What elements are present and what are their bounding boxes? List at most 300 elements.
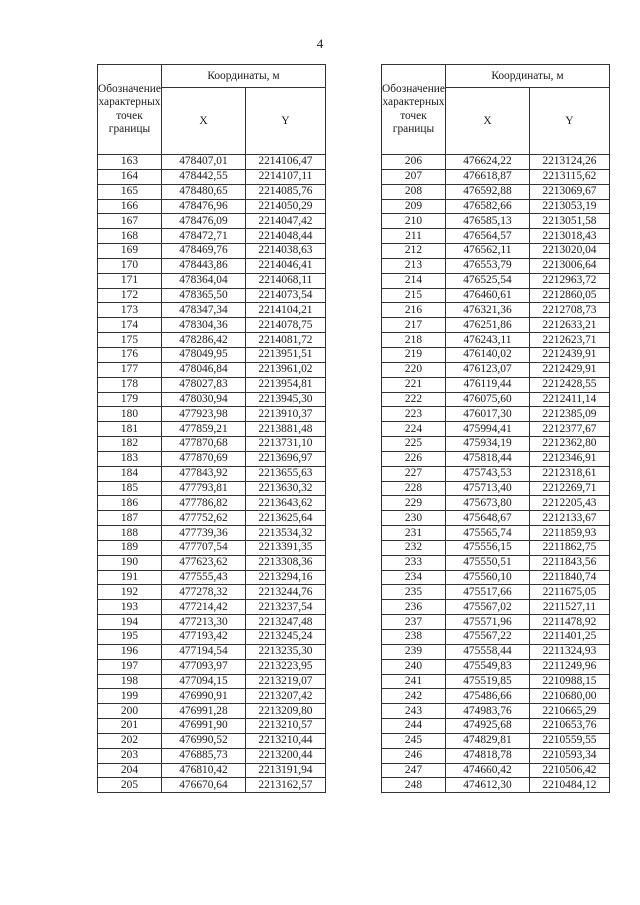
point-id-cell: 238 (382, 630, 446, 645)
x-coordinate-cell: 474612,30 (445, 778, 529, 793)
point-id-cell: 177 (98, 362, 162, 377)
x-coordinate-cell: 477870,68 (161, 437, 245, 452)
x-coordinate-cell: 476562,11 (445, 244, 529, 259)
point-id-cell: 235 (382, 585, 446, 600)
y-coordinate-cell: 2213391,35 (245, 540, 325, 555)
table-row (98, 659, 326, 674)
y-coordinate-cell: 2213124,26 (529, 155, 609, 170)
table-row (382, 273, 610, 288)
table-row (382, 600, 610, 615)
coordinates-table-left (97, 64, 326, 793)
table-row (382, 347, 610, 362)
table-row (382, 169, 610, 184)
y-coordinate-cell: 2214048,44 (245, 229, 325, 244)
point-id-cell: 234 (382, 570, 446, 585)
x-coordinate-cell: 477707,54 (161, 540, 245, 555)
table-row (382, 199, 610, 214)
y-coordinate-cell: 2213294,16 (245, 570, 325, 585)
table-row (382, 733, 610, 748)
y-coordinate-cell: 2211843,56 (529, 555, 609, 570)
x-coordinate-cell: 477194,54 (161, 644, 245, 659)
point-id-cell: 181 (98, 422, 162, 437)
table-row (382, 451, 610, 466)
y-coordinate-cell: 2213881,48 (245, 422, 325, 437)
x-coordinate-cell: 478476,96 (161, 199, 245, 214)
point-id-cell: 241 (382, 674, 446, 689)
x-coordinate-cell: 478443,86 (161, 258, 245, 273)
x-header: X (445, 88, 529, 155)
coordinates-header: Координаты, м (445, 65, 609, 88)
y-coordinate-cell: 2213115,62 (529, 169, 609, 184)
table-row (382, 184, 610, 199)
x-coordinate-cell: 477870,69 (161, 451, 245, 466)
y-coordinate-cell: 2213209,80 (245, 704, 325, 719)
point-id-cell: 180 (98, 407, 162, 422)
x-coordinate-cell: 476553,79 (445, 258, 529, 273)
table-row (382, 689, 610, 704)
table-row (98, 184, 326, 199)
point-id-cell: 247 (382, 763, 446, 778)
x-coordinate-cell: 477623,62 (161, 555, 245, 570)
y-coordinate-cell: 2211401,25 (529, 630, 609, 645)
table-row (382, 555, 610, 570)
x-coordinate-cell: 477843,92 (161, 466, 245, 481)
point-id-cell: 183 (98, 451, 162, 466)
table-row (382, 615, 610, 630)
table-row (98, 169, 326, 184)
x-coordinate-cell: 477786,82 (161, 496, 245, 511)
y-coordinate-cell: 2214107,11 (245, 169, 325, 184)
x-coordinate-cell: 477278,32 (161, 585, 245, 600)
x-coordinate-cell: 476624,22 (445, 155, 529, 170)
point-id-cell: 201 (98, 719, 162, 734)
table-row (98, 481, 326, 496)
y-coordinate-cell: 2213223,95 (245, 659, 325, 674)
point-id-cell: 164 (98, 169, 162, 184)
point-id-cell: 226 (382, 451, 446, 466)
point-id-cell: 170 (98, 258, 162, 273)
point-id-cell: 228 (382, 481, 446, 496)
table-row (382, 229, 610, 244)
y-header: Y (529, 88, 609, 155)
point-id-cell: 222 (382, 392, 446, 407)
y-coordinate-cell: 2213696,97 (245, 451, 325, 466)
y-coordinate-cell: 2213053,19 (529, 199, 609, 214)
x-coordinate-cell: 477093,97 (161, 659, 245, 674)
table-row (98, 555, 326, 570)
y-coordinate-cell: 2212428,55 (529, 377, 609, 392)
y-coordinate-cell: 2213237,54 (245, 600, 325, 615)
x-coordinate-cell: 475565,74 (445, 526, 529, 541)
table-row (98, 318, 326, 333)
point-id-cell: 189 (98, 540, 162, 555)
y-coordinate-cell: 2213200,44 (245, 748, 325, 763)
coordinates-header: Координаты, м (161, 65, 325, 88)
x-coordinate-cell: 477555,43 (161, 570, 245, 585)
point-id-cell: 248 (382, 778, 446, 793)
table-row (382, 511, 610, 526)
x-coordinate-cell: 476991,90 (161, 719, 245, 734)
x-coordinate-cell: 474983,76 (445, 704, 529, 719)
point-id-cell: 220 (382, 362, 446, 377)
x-coordinate-cell: 478442,55 (161, 169, 245, 184)
table-row (98, 392, 326, 407)
x-coordinate-cell: 476592,88 (445, 184, 529, 199)
point-id-cell: 240 (382, 659, 446, 674)
table-row (98, 155, 326, 170)
y-coordinate-cell: 2213954,81 (245, 377, 325, 392)
table-row (382, 407, 610, 422)
table-row (98, 214, 326, 229)
y-coordinate-cell: 2211324,93 (529, 644, 609, 659)
x-coordinate-cell: 477094,15 (161, 674, 245, 689)
x-coordinate-cell: 477859,21 (161, 422, 245, 437)
x-coordinate-cell: 475571,96 (445, 615, 529, 630)
x-coordinate-cell: 475517,66 (445, 585, 529, 600)
point-id-cell: 208 (382, 184, 446, 199)
x-coordinate-cell: 475934,19 (445, 437, 529, 452)
point-id-cell: 239 (382, 644, 446, 659)
table-row (382, 437, 610, 452)
y-coordinate-cell: 2213162,57 (245, 778, 325, 793)
table-row (98, 422, 326, 437)
x-coordinate-cell: 478480,65 (161, 184, 245, 199)
table-row (382, 362, 610, 377)
y-coordinate-cell: 2212318,61 (529, 466, 609, 481)
x-coordinate-cell: 476243,11 (445, 333, 529, 348)
point-id-cell: 179 (98, 392, 162, 407)
x-coordinate-cell: 476990,91 (161, 689, 245, 704)
table-row (98, 273, 326, 288)
x-coordinate-cell: 474925,68 (445, 719, 529, 734)
point-id-cell: 186 (98, 496, 162, 511)
table-row (98, 689, 326, 704)
point-id-cell: 205 (98, 778, 162, 793)
table-row (382, 719, 610, 734)
x-coordinate-cell: 478365,50 (161, 288, 245, 303)
y-coordinate-cell: 2213247,48 (245, 615, 325, 630)
table-row (382, 659, 610, 674)
point-id-cell: 168 (98, 229, 162, 244)
y-coordinate-cell: 2214068,11 (245, 273, 325, 288)
table-row (98, 288, 326, 303)
y-coordinate-cell: 2213018,43 (529, 229, 609, 244)
x-coordinate-cell: 476251,86 (445, 318, 529, 333)
x-coordinate-cell: 477214,42 (161, 600, 245, 615)
point-id-cell: 244 (382, 719, 446, 734)
x-coordinate-cell: 477793,81 (161, 481, 245, 496)
table-row (382, 644, 610, 659)
point-id-cell: 173 (98, 303, 162, 318)
point-id-cell: 197 (98, 659, 162, 674)
y-coordinate-cell: 2214050,29 (245, 199, 325, 214)
table-row (382, 377, 610, 392)
point-id-cell: 231 (382, 526, 446, 541)
table-row (382, 318, 610, 333)
table-row (98, 466, 326, 481)
point-id-cell: 172 (98, 288, 162, 303)
point-id-cell: 214 (382, 273, 446, 288)
y-coordinate-cell: 2213625,64 (245, 511, 325, 526)
table-row (382, 244, 610, 259)
x-coordinate-cell: 476140,02 (445, 347, 529, 362)
x-coordinate-cell: 476119,44 (445, 377, 529, 392)
table-row (98, 377, 326, 392)
point-id-cell: 202 (98, 733, 162, 748)
y-coordinate-cell: 2211249,96 (529, 659, 609, 674)
point-id-cell: 185 (98, 481, 162, 496)
point-id-cell: 218 (382, 333, 446, 348)
y-coordinate-cell: 2213245,24 (245, 630, 325, 645)
x-coordinate-cell: 475558,44 (445, 644, 529, 659)
point-id-cell: 219 (382, 347, 446, 362)
table-row (382, 422, 610, 437)
x-coordinate-cell: 476670,64 (161, 778, 245, 793)
point-id-cell: 209 (382, 199, 446, 214)
table-row (98, 748, 326, 763)
y-coordinate-cell: 2213961,02 (245, 362, 325, 377)
table-row (382, 258, 610, 273)
y-coordinate-cell: 2213910,37 (245, 407, 325, 422)
x-coordinate-cell: 478304,36 (161, 318, 245, 333)
y-coordinate-cell: 2212860,05 (529, 288, 609, 303)
y-coordinate-cell: 2214078,75 (245, 318, 325, 333)
table-row (98, 362, 326, 377)
x-coordinate-cell: 476564,57 (445, 229, 529, 244)
x-coordinate-cell: 474660,42 (445, 763, 529, 778)
x-coordinate-cell: 475567,22 (445, 630, 529, 645)
point-id-cell: 169 (98, 244, 162, 259)
x-coordinate-cell: 475818,44 (445, 451, 529, 466)
table-row (382, 763, 610, 778)
y-coordinate-cell: 2211675,05 (529, 585, 609, 600)
x-coordinate-cell: 478469,76 (161, 244, 245, 259)
table-body-left (98, 155, 326, 793)
y-coordinate-cell: 2213951,51 (245, 347, 325, 362)
table-row (98, 570, 326, 585)
x-coordinate-cell: 476525,54 (445, 273, 529, 288)
x-coordinate-cell: 478030,94 (161, 392, 245, 407)
y-coordinate-cell: 2213191,94 (245, 763, 325, 778)
table-row (382, 540, 610, 555)
table-row (382, 288, 610, 303)
y-coordinate-cell: 2213006,64 (529, 258, 609, 273)
point-id-cell: 221 (382, 377, 446, 392)
y-coordinate-cell: 2210653,76 (529, 719, 609, 734)
table-row (382, 466, 610, 481)
table-row (382, 333, 610, 348)
x-coordinate-cell: 475994,41 (445, 422, 529, 437)
y-coordinate-cell: 2214081,72 (245, 333, 325, 348)
y-coordinate-cell: 2212411,14 (529, 392, 609, 407)
y-coordinate-cell: 2213945,30 (245, 392, 325, 407)
y-coordinate-cell: 2212362,80 (529, 437, 609, 452)
point-id-cell: 243 (382, 704, 446, 719)
point-id-cell: 192 (98, 585, 162, 600)
table-row (98, 674, 326, 689)
x-coordinate-cell: 478472,71 (161, 229, 245, 244)
point-designation-header: Обозначение характерных точек границы (382, 65, 446, 155)
table-row (98, 451, 326, 466)
y-coordinate-cell: 2213235,30 (245, 644, 325, 659)
y-coordinate-cell: 2211840,74 (529, 570, 609, 585)
y-coordinate-cell: 2213069,67 (529, 184, 609, 199)
table-row (98, 511, 326, 526)
table-row (98, 407, 326, 422)
x-coordinate-cell: 476582,66 (445, 199, 529, 214)
x-coordinate-cell: 478407,01 (161, 155, 245, 170)
x-coordinate-cell: 474829,81 (445, 733, 529, 748)
x-coordinate-cell: 477739,36 (161, 526, 245, 541)
y-coordinate-cell: 2214085,76 (245, 184, 325, 199)
point-id-cell: 207 (382, 169, 446, 184)
point-id-cell: 237 (382, 615, 446, 630)
x-coordinate-cell: 475549,83 (445, 659, 529, 674)
y-coordinate-cell: 2210988,15 (529, 674, 609, 689)
point-id-cell: 232 (382, 540, 446, 555)
point-id-cell: 215 (382, 288, 446, 303)
x-coordinate-cell: 475743,53 (445, 466, 529, 481)
table-row (382, 155, 610, 170)
x-coordinate-cell: 476810,42 (161, 763, 245, 778)
point-id-cell: 236 (382, 600, 446, 615)
y-coordinate-cell: 2212429,91 (529, 362, 609, 377)
y-coordinate-cell: 2211527,11 (529, 600, 609, 615)
table-row (98, 258, 326, 273)
y-coordinate-cell: 2213207,42 (245, 689, 325, 704)
point-id-cell: 178 (98, 377, 162, 392)
table-row (98, 347, 326, 362)
y-coordinate-cell: 2213630,32 (245, 481, 325, 496)
table-row (382, 748, 610, 763)
table-row (382, 674, 610, 689)
table-row (382, 630, 610, 645)
x-coordinate-cell: 478286,42 (161, 333, 245, 348)
table-row (98, 644, 326, 659)
table-row (98, 704, 326, 719)
table-row (382, 481, 610, 496)
point-designation-header: Обозначение характерных точек границы (98, 65, 162, 155)
x-coordinate-cell: 478027,83 (161, 377, 245, 392)
point-id-cell: 167 (98, 214, 162, 229)
y-coordinate-cell: 2213534,32 (245, 526, 325, 541)
y-coordinate-cell: 2212708,73 (529, 303, 609, 318)
y-coordinate-cell: 2210559,55 (529, 733, 609, 748)
point-id-cell: 194 (98, 615, 162, 630)
x-coordinate-cell: 475713,40 (445, 481, 529, 496)
x-coordinate-cell: 475550,51 (445, 555, 529, 570)
point-id-cell: 187 (98, 511, 162, 526)
x-coordinate-cell: 476618,87 (445, 169, 529, 184)
y-coordinate-cell: 2214047,42 (245, 214, 325, 229)
point-id-cell: 229 (382, 496, 446, 511)
table-row (98, 333, 326, 348)
y-coordinate-cell: 2213210,57 (245, 719, 325, 734)
point-id-cell: 216 (382, 303, 446, 318)
y-coordinate-cell: 2213643,62 (245, 496, 325, 511)
table-row (98, 778, 326, 793)
table-row (382, 303, 610, 318)
y-header: Y (245, 88, 325, 155)
y-coordinate-cell: 2210484,12 (529, 778, 609, 793)
table-row (382, 704, 610, 719)
point-id-cell: 242 (382, 689, 446, 704)
x-coordinate-cell: 475556,15 (445, 540, 529, 555)
point-id-cell: 166 (98, 199, 162, 214)
table-row (98, 733, 326, 748)
y-coordinate-cell: 2213020,04 (529, 244, 609, 259)
x-coordinate-cell: 477923,98 (161, 407, 245, 422)
point-id-cell: 195 (98, 630, 162, 645)
table-row (382, 214, 610, 229)
point-id-cell: 174 (98, 318, 162, 333)
y-coordinate-cell: 2213219,07 (245, 674, 325, 689)
point-id-cell: 191 (98, 570, 162, 585)
x-coordinate-cell: 475486,66 (445, 689, 529, 704)
table-row (98, 229, 326, 244)
y-coordinate-cell: 2213244,76 (245, 585, 325, 600)
x-coordinate-cell: 474818,78 (445, 748, 529, 763)
y-coordinate-cell: 2211862,75 (529, 540, 609, 555)
point-id-cell: 190 (98, 555, 162, 570)
point-id-cell: 224 (382, 422, 446, 437)
point-id-cell: 196 (98, 644, 162, 659)
point-id-cell: 227 (382, 466, 446, 481)
table-row (98, 585, 326, 600)
point-id-cell: 230 (382, 511, 446, 526)
y-coordinate-cell: 2214038,63 (245, 244, 325, 259)
x-coordinate-cell: 478364,04 (161, 273, 245, 288)
x-coordinate-cell: 477752,62 (161, 511, 245, 526)
table-row (98, 303, 326, 318)
table-row (382, 778, 610, 793)
table-row (98, 496, 326, 511)
x-coordinate-cell: 475673,80 (445, 496, 529, 511)
x-coordinate-cell: 478476,09 (161, 214, 245, 229)
y-coordinate-cell: 2212133,67 (529, 511, 609, 526)
x-coordinate-cell: 476075,60 (445, 392, 529, 407)
point-id-cell: 203 (98, 748, 162, 763)
point-id-cell: 176 (98, 347, 162, 362)
point-id-cell: 193 (98, 600, 162, 615)
table-row (98, 540, 326, 555)
page-number: 4 (316, 36, 324, 51)
point-id-cell: 175 (98, 333, 162, 348)
x-coordinate-cell: 475560,10 (445, 570, 529, 585)
point-id-cell: 199 (98, 689, 162, 704)
y-coordinate-cell: 2210680,00 (529, 689, 609, 704)
table-body-right (382, 155, 610, 793)
x-coordinate-cell: 476321,36 (445, 303, 529, 318)
y-coordinate-cell: 2212439,91 (529, 347, 609, 362)
point-id-cell: 212 (382, 244, 446, 259)
point-id-cell: 245 (382, 733, 446, 748)
y-coordinate-cell: 2214073,54 (245, 288, 325, 303)
x-coordinate-cell: 475648,67 (445, 511, 529, 526)
point-id-cell: 188 (98, 526, 162, 541)
x-coordinate-cell: 477213,30 (161, 615, 245, 630)
y-coordinate-cell: 2213655,63 (245, 466, 325, 481)
y-coordinate-cell: 2214046,41 (245, 258, 325, 273)
y-coordinate-cell: 2212623,71 (529, 333, 609, 348)
point-id-cell: 165 (98, 184, 162, 199)
point-id-cell: 184 (98, 466, 162, 481)
y-coordinate-cell: 2212269,71 (529, 481, 609, 496)
table-row (98, 615, 326, 630)
y-coordinate-cell: 2212346,91 (529, 451, 609, 466)
point-id-cell: 171 (98, 273, 162, 288)
y-coordinate-cell: 2210593,34 (529, 748, 609, 763)
